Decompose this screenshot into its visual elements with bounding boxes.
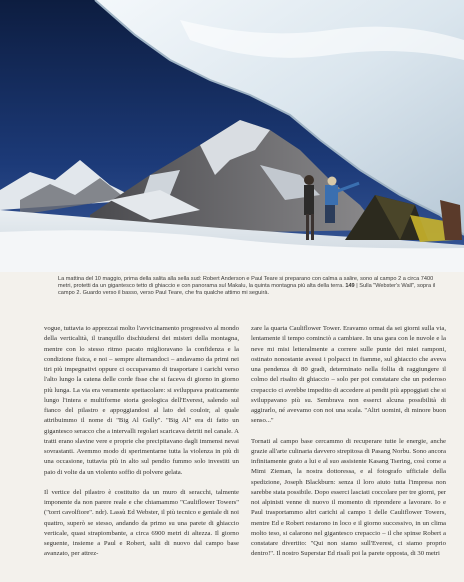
caption-text-after: Sulla "Webster's Wall", sopra il campo 2. Guardo verso il basso, verso Paul Teare, che fra qualche attimo mi seguirà. (58, 283, 436, 297)
paragraph: zare la quarta Cauliflower Tower. Eravamo ormai da sei giorni sulla via, lentamente il tempo cominciò a cambiare. In una gara con le nuvole e la neve mi misi letteralmente a correre sulle punte dei miei ramponi, ostinato nonostante avessi i polpacci in fiamme, sul ghiaccio che aveva una pendenza di 80 gradi, determinato nella follia di raggiungere il colmo del risalto di ghiaccio – solo per poi constatare che un poderoso crepaccio ci avrebbe impedito di accedere ai pendii più appoggiati che si sviluppavano più su. Sembrava non esserci alcuna possibilità di aggirarlo, né avevamo con noi una scala. "Altri uomini, di minore buon senso..." (251, 325, 446, 425)
mountain-photo (0, 0, 464, 272)
column-left (44, 324, 239, 574)
paragraph: Tornati al campo base cercammo di recuperare tutte le energie, anche grazie all'arte culinaria davvero strepitosa di Pasang Norbu. Sono ancora infinitamente grato a lui e al suo assistente Kasang Tsering, così come a Mimi Zieman, la nostra dottoressa, e al fotografo ufficiale della spedizione, Joseph Blackburn: senza il loro aiuto tutta l'impresa non sarebbe stata possibile. Dopo esserci lasciati coccolare per tre giorni, per noi alpinisti venne di nuovo il momento di riprendere a lavorare. Io e Paul trasportammo altri carichi al campo 1 delle Cauliflower Towers, mentre Ed e Robert restarono in loco e il giorno successivo, in un clima molto teso, si calarono nel gigantesco crepaccio – il che spinse Robert a constatare divertito: "Qui non siamo sull'Everest, ci siamo proprio dentro!". Il nostro Superstar Ed risalì poi la parete opposta, di 30 metri (251, 437, 446, 558)
caption-separator: | (356, 283, 358, 290)
paragraph: Il vertice del pilastro è costituito da un muro di seracchi, talmente imponente da non parere reale e che chiamammo "Cauliflower Towers" ("torri cavolfiore". ndr). Lassù Ed Webster, il più tecnico e geniale di noi quattro, superò se stesso, andando da primo su una parete di ghiaccio verticale, quasi strapiombante, a circa 6900 metri di altezza. Il giorno seguente, insieme a Paul e Robert, salii di nuovo dal campo base avanzato, per attrez- (44, 488, 239, 558)
caption-text: La mattina del 10 maggio, prima della salita alla sella sud: Robert Anderson e Paul Teare si preparano con calma a salire, sono al campo 2 a circa 7400 metri, protetti da un gigantesco tetto di ghiaccio e con panorama sul Makalu, la quinta montagna più alta della terra. (58, 276, 434, 290)
column-right (251, 324, 446, 574)
photo-caption (58, 276, 446, 298)
paragraph: vogue, tuttavia io apprezzai molto l'avvicinamento progressivo al mondo della verticalità, il tranquillo dischiudersi dei misteri della montagna, mentre con lo stesso ritmo pacato miglioravano la confidenza e la condizione fisica, e noi – sempre alternandoci – andavamo da primi nei tiri più impegnativi oppure ci occupavamo di trasportare i carichi verso l'alto lungo la catena delle corde fisse che si faceva di giorno in giorno più lunga. La via era veramente spettacolare: si sviluppava praticamente lungo l'intera e multiforme storia geologica dell'Everest, salendo sul fianco del pilastro e appoggiandosi al lato del couloir, al quale attribuimmo il nome di "Big Al Gully". "Big Al" era di fatto un gigantesco seracco che a intervalli regolari scaricava detriti nel canale. A tratti erano slavine vere e proprie che precipitavano dagli immensi nevai sovrastanti. Avemmo modo di sperimentarne tutta la violenza in più di una occasione, tuttavia più in alto sul pendio fummo solo investiti un paio di volte da un violento soffio di polvere gelata. (44, 325, 239, 476)
body-columns (44, 324, 446, 574)
caption-page-ref: 149 (345, 283, 355, 290)
